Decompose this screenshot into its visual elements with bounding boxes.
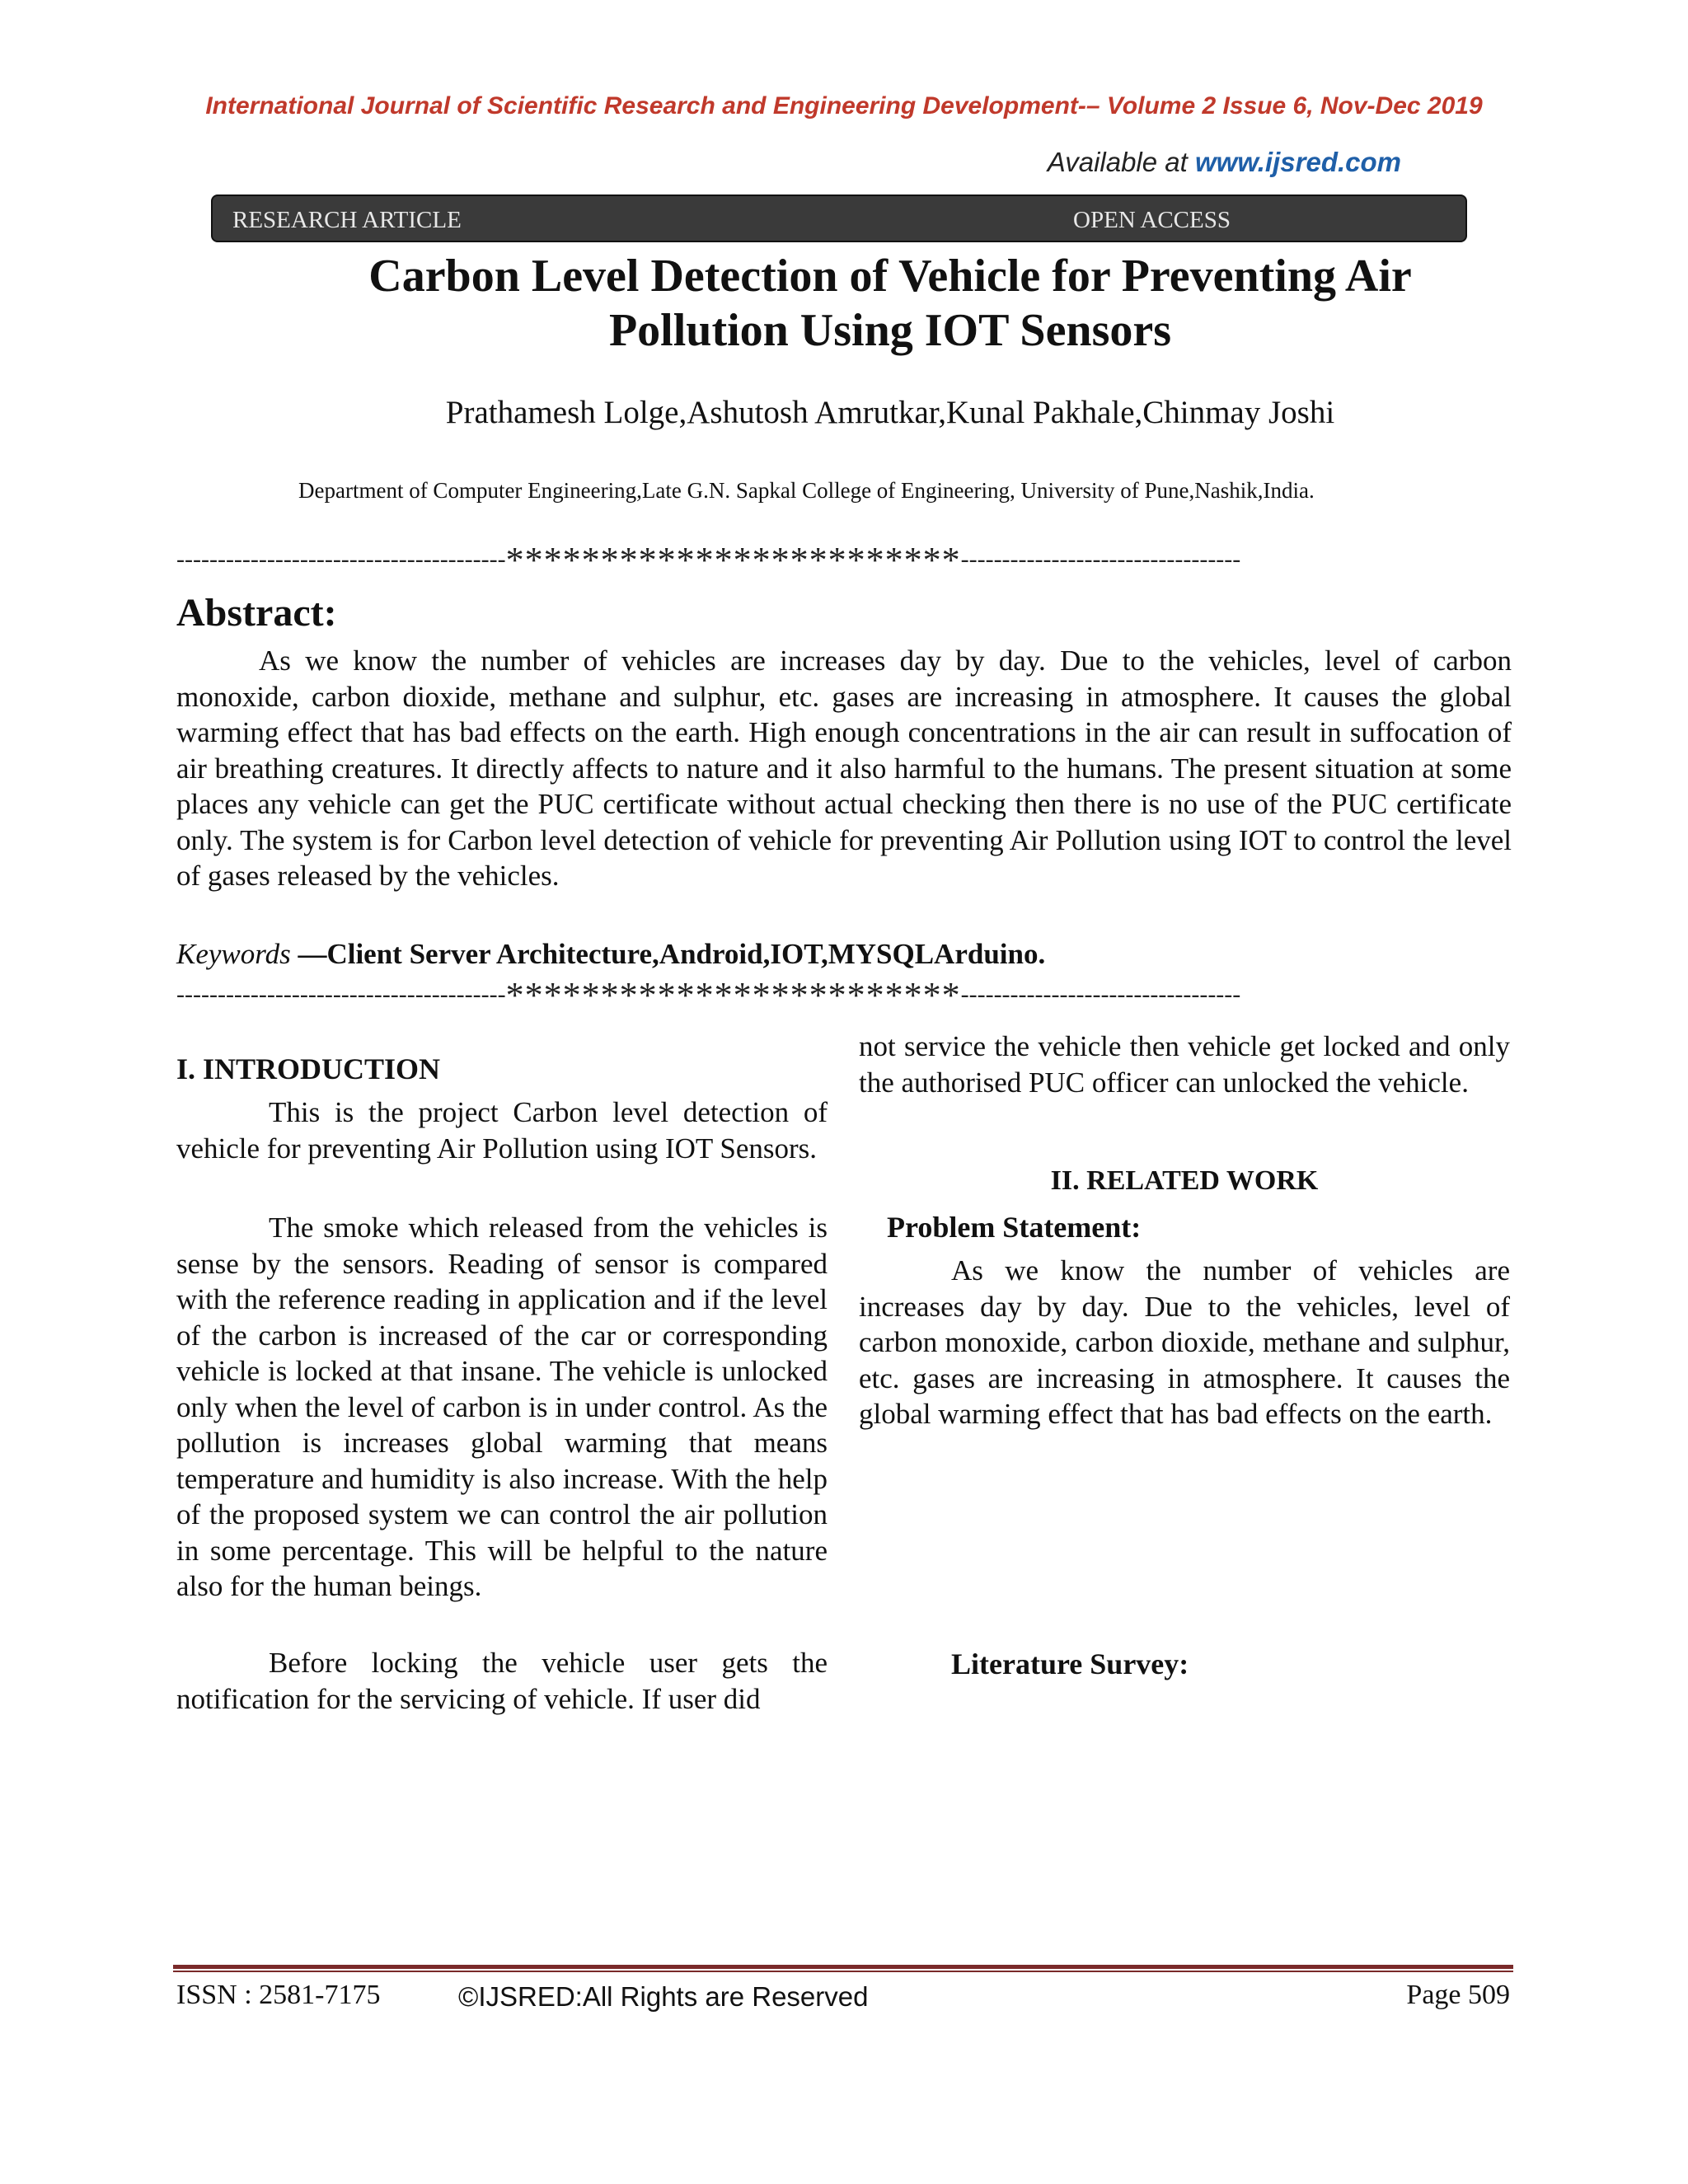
journal-url-link[interactable]: www.ijsred.com: [1194, 147, 1401, 177]
separator-dashes-left: ----------------------------------------: [176, 981, 506, 1008]
keywords-value: —Client Server Architecture,Android,IOT,MYSQLArduino.: [290, 938, 1046, 970]
separator-stars: ************************: [505, 540, 961, 580]
footer-rule-thin: [173, 1971, 1513, 1972]
keywords: [176, 938, 1045, 971]
related-work-heading: II. RELATED WORK: [1050, 1165, 1319, 1196]
footer-page-number: Page 509: [1406, 1980, 1510, 2010]
separator-stars: ************************: [505, 975, 961, 1015]
paper-title: [0, 249, 1688, 358]
separator-dashes-right: ----------------------------------: [960, 981, 1241, 1008]
separator-bottom: [176, 974, 1512, 1016]
open-access-label: OPEN ACCESS: [1073, 207, 1231, 233]
journal-header: International Journal of Scientific Research and Engineering Development-– Volume 2 Issue 6, Nov-Dec 2019: [205, 92, 1483, 120]
separator-dashes-left: ----------------------------------------: [176, 546, 506, 573]
intro-paragraph-3: Before locking the vehicle user gets the notification for the servicing of vehicle. If user did: [176, 1647, 828, 1715]
authors: Prathamesh Lolge,Ashutosh Amrutkar,Kunal Pakhale,Chinmay Joshi: [445, 395, 1335, 430]
footer-issn: ISSN : 2581-7175: [176, 1980, 381, 2010]
footer-copyright: ©IJSRED:All Rights are Reserved: [458, 1981, 869, 2012]
available-prefix: Available at: [1047, 147, 1195, 177]
separator-top: [176, 539, 1512, 581]
article-type-ribbon: [211, 194, 1467, 242]
footer-rule: [173, 1965, 1513, 1969]
intro-paragraph-2: The smoke which released from the vehicles is sense by the sensors. Reading of sensor is compared with the reference reading in application and if the level of the carbon is increased of the car or corresponding vehicle is locked at that insane. The vehicle is unlocked only when the level of carbon is in under control. As the pollution is increases global warming that means temperature and humidity is also increase. With the help of the proposed system we can control the air pollution in some percentage. This will be helpful to the nature also for the human beings.: [176, 1212, 828, 1602]
introduction-heading: I. INTRODUCTION: [176, 1052, 441, 1085]
title-line-2: Pollution Using IOT Sensors: [608, 305, 1172, 356]
abstract-heading: Abstract:: [176, 591, 337, 635]
intro-paragraph-1: This is the project Carbon level detection of vehicle for preventing Air Pollution using IOT Sensors.: [176, 1096, 828, 1165]
research-article-label: RESEARCH ARTICLE: [232, 207, 462, 233]
abstract-text: As we know the number of vehicles are increases day by day. Due to the vehicles, level of carbon monoxide, carbon dioxide, methane and sulphur, etc. gases are increasing in atmosphere. It causes the global warming effect that has bad effects on the earth. High enough concentrations in the air can result in suffocation of air breathing creatures. It directly affects to nature and it also harmful to the humans. The present situation at some places any vehicle can get the PUC certificate without actual checking then there is no use of the PUC certificate only. The system is for Carbon level detection of vehicle for preventing Air Pollution using IOT to control the level of gases released by the vehicles.: [176, 644, 1512, 892]
separator-dashes-right: ----------------------------------: [960, 546, 1241, 573]
problem-statement-text: As we know the number of vehicles are increases day by day. Due to the vehicles, level of carbon monoxide, carbon dioxide, methane and sulphur, etc. gases are increasing in atmosphere. It causes the global warming effect that has bad effects on the earth.: [859, 1254, 1510, 1430]
literature-survey-heading: Literature Survey:: [951, 1647, 1189, 1680]
availability-line: [1048, 147, 1401, 178]
problem-statement-heading: Problem Statement:: [887, 1211, 1142, 1244]
keywords-label: Keywords: [176, 938, 291, 970]
intro-continuation: not service the vehicle then vehicle get locked and only the authorised PUC officer can unlocked the vehicle.: [859, 1030, 1510, 1099]
title-line-1: Carbon Level Detection of Vehicle for Preventing Air: [368, 251, 1412, 302]
affiliation: Department of Computer Engineering,Late G.N. Sapkal College of Engineering, University of Pune,Nashik,India.: [298, 478, 1315, 503]
